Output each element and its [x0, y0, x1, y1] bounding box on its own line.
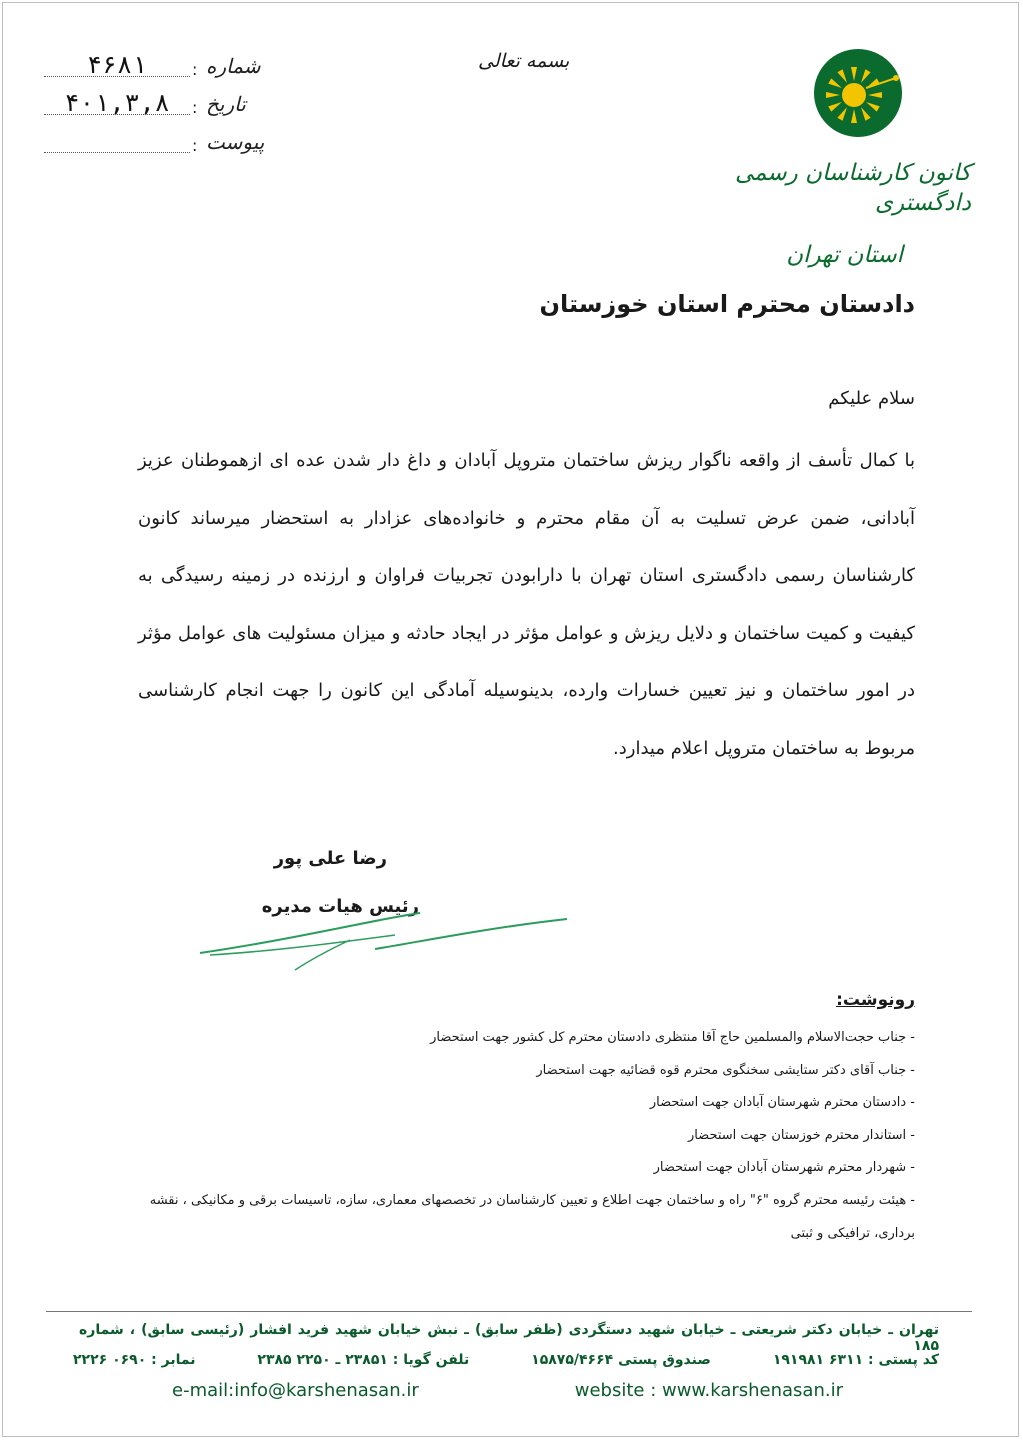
cc-item: - شهردار محترم شهرستان آبادان جهت استحضار [653, 1160, 915, 1176]
colon: : [192, 98, 198, 117]
footer-divider [46, 1311, 972, 1312]
org-name-line2: استان تهران [786, 242, 903, 268]
letter-attachment-label: پیوست [206, 130, 265, 154]
basmala: بسمه تعالی [478, 50, 570, 72]
letter-number: ۴۶۸۱ [86, 50, 148, 79]
cc-heading: رونوشت: [836, 990, 915, 1010]
cc-list [110, 1022, 915, 1250]
letter-date: ۴۰۱,۳,۸ [64, 88, 170, 117]
signer-name: رضا علی پور [273, 848, 387, 869]
letter-attachment-row [44, 126, 265, 164]
footer-contacts [73, 1352, 939, 1368]
organization-name [711, 158, 971, 270]
cc-item: - دادستان محترم شهرستان آبادان جهت استحضار [649, 1095, 915, 1111]
letter-number-row [44, 50, 261, 88]
footer-address: تهران ـ خیابان دکتر شریعتی ـ خیابان شهید دستگردی (ظفر سابق) ـ نبش خیابان شهید فرید افشار (رئیسی سابق) ، شماره ۱۸۵ [79, 1322, 939, 1354]
colon: : [192, 60, 198, 79]
org-name-line1: کانون کارشناسان رسمی دادگستری [734, 160, 971, 216]
organization-logo-icon [810, 48, 906, 138]
dotted-line [44, 114, 190, 115]
colon: : [192, 136, 198, 155]
dotted-line [44, 76, 190, 77]
dotted-line [44, 152, 190, 153]
letter-meta [44, 50, 265, 164]
footer-postal-code: کد پستی : ۶۳۱۱ ۱۹۱۹۸۱ [772, 1352, 939, 1368]
letter-date-row [44, 88, 244, 126]
footer-phone: تلفن گویا : ۲۳۸۵۱ ـ ۲۲۵۰ ۲۳۸۵ [257, 1352, 470, 1368]
letter-number-label: شماره [206, 54, 261, 78]
cc-item: - استاندار محترم خوزستان جهت استحضار [687, 1127, 915, 1143]
cc-item: - هیئت رئیسه محترم گروه "۶" راه و ساختمان جهت اطلاع و تعیین کارشناسان در تخصصهای معماری، سازه، تاسیسات برقی و مکانیکی ، نقشه برداری، ترافیکی و ثبتی [149, 1192, 915, 1241]
footer-po-box: صندوق پستی ۱۵۸۷۵/۴۶۶۴ [531, 1352, 711, 1368]
letter-date-label: تاریخ [206, 92, 246, 116]
handwritten-signature-icon [195, 905, 575, 980]
letter-body: با کمال تأسف از واقعه ناگوار ریزش ساختمان متروپل آبادان و داغ دار شدن عده ای ازهموطنان عزیز آبادانی، ضمن عرض تسلیت به آن مقام محترم و خانواده‌های عزادار به استحضار میرساند کانون کارشناسان رسمی دادگستری استان تهران با دارابودن تجربیات فراوان و ارزنده در زمینه رسیدگی به کیفیت و کمیت ساختمان و دلایل ریزش و عوامل مؤثر در ایجاد حادثه و میزان مسئولیت های عوامل مؤثر در امور ساختمان و نیز تعیین خسارات وارده، بدینوسیله آمادگی این کانون را جهت انجام کارشناسی مربوط به ساختمان متروپل اعلام میدارد. [138, 450, 915, 759]
footer-fax: نمابر : ۰۶۹۰ ۲۲۲۶ [73, 1352, 196, 1368]
footer-website[interactable]: website : www.karshenasan.ir [574, 1380, 843, 1401]
greeting: سلام علیکم [828, 388, 915, 409]
cc-item: - جناب حجت‌الاسلام والمسلمین حاج آقا منتظری دادستان محترم کل کشور جهت استحضار [430, 1030, 915, 1045]
cc-item: - جناب آقای دکتر ستایشی سخنگوی محترم قوه قضائیه جهت استحضار [536, 1062, 915, 1078]
recipient: دادستان محترم استان خوزستان [539, 290, 915, 318]
footer-email[interactable]: e-mail:info@karshenasan.ir [172, 1380, 419, 1401]
signer-title: رئیس هیات مدیره [261, 896, 419, 917]
